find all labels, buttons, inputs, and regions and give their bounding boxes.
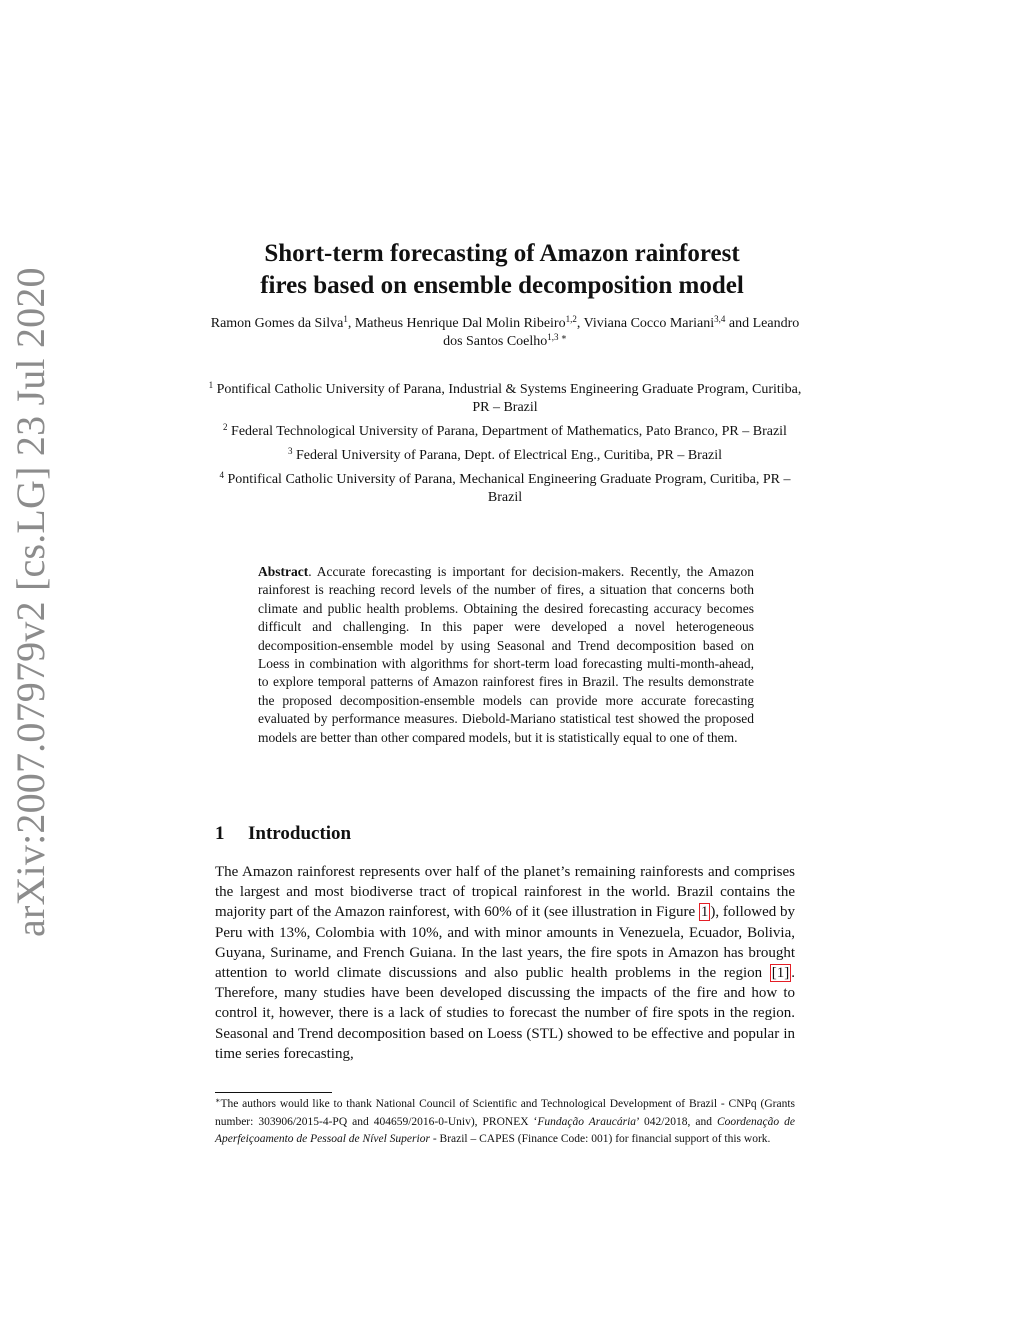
arxiv-identifier-stamp: arXiv:2007.07979v2 [cs.LG] 23 Jul 2020 bbox=[8, 267, 53, 937]
footnote-italic-1: Fundação Araucária bbox=[537, 1115, 637, 1128]
author-3: , Viviana Cocco Mariani bbox=[576, 316, 715, 331]
intro-text-part-2: ), followed by Peru with 13%, Colombia with 10%, and with minor amounts in Venezuela, Ecuador, Bolivia, Guyana, Suriname, and French Guiana. In the last years, the fire spots in Amazon has brought attention to world climate discussions and also public health problems in the region bbox=[215, 904, 795, 982]
affiliation-2-text: Federal Technological University of Parana, Department of Mathematics, Pato Branco, PR – Brazil bbox=[227, 424, 787, 439]
affiliation-1-number: 1 bbox=[208, 380, 214, 390]
footnote-text-2: ’ 042/2018, and bbox=[636, 1115, 717, 1128]
affiliation-4 bbox=[205, 471, 805, 507]
footnote-mark: ∗ bbox=[215, 1096, 221, 1105]
author-1: Ramon Gomes da Silva bbox=[210, 316, 344, 331]
author-2: , Matheus Henrique Dal Molin Ribeiro bbox=[347, 316, 566, 331]
affiliation-4-number: 4 bbox=[219, 470, 225, 480]
author-4: and Leandro dos Santos Coelho bbox=[443, 316, 800, 349]
footnote-text-1: The authors would like to thank National Council of Scientific and Technological Development of Brazil - CNPq (Grants number: 303906/2015-4-PQ and 404659/2016-0-Univ), PRONEX ‘ bbox=[215, 1098, 795, 1128]
affiliation-2-number: 2 bbox=[223, 422, 228, 432]
author-3-affiliation: 3,4 bbox=[714, 314, 726, 324]
affiliation-3 bbox=[205, 447, 805, 465]
affiliation-list bbox=[205, 381, 805, 513]
title-line-2: fires based on ensemble decomposition model bbox=[260, 272, 744, 299]
funding-footnote bbox=[215, 1096, 795, 1149]
author-2-affiliation: 1,2 bbox=[565, 314, 577, 324]
introduction-paragraph bbox=[215, 862, 795, 1064]
author-footnote-mark: ∗ bbox=[558, 332, 567, 342]
author-1-affiliation: 1 bbox=[343, 314, 348, 324]
figure-1-link[interactable]: 1 bbox=[700, 904, 709, 921]
section-number: 1 bbox=[215, 823, 225, 844]
abstract-label: Abstract bbox=[258, 564, 309, 579]
affiliation-1 bbox=[205, 381, 805, 417]
affiliation-2 bbox=[205, 423, 805, 441]
affiliation-4-text: Pontifical Catholic University of Parana, Mechanical Engineering Graduate Program, Curitiba, PR – Brazil bbox=[224, 472, 791, 505]
affiliation-1-text: Pontifical Catholic University of Parana, Industrial & Systems Engineering Graduate Program, Curitiba, PR – Brazil bbox=[213, 382, 802, 415]
title-line-1: Short-term forecasting of Amazon rainforest bbox=[264, 240, 740, 267]
author-list bbox=[200, 315, 810, 351]
abstract-text: . Accurate forecasting is important for decision-makers. Recently, the Amazon rainforest is reaching record levels of the number of fires, a situation that concerns both climate and public health problems. Obtaining the desired forecasting accuracy becomes difficult and challenging. In this paper were developed a novel heterogeneous decomposition-ensemble model by using Seasonal and Trend decomposition based on Loess in combination with algorithms for short-term load forecasting multi-month-ahead, to explore temporal patterns of Amazon rainforest fires in Brazil. The results demonstrate the proposed decomposition-ensemble models can provide more accurate forecasting evaluated by performance measures. Diebold-Mariano statistical test showed the proposed models are better than other compared models, but it is statistically equal to one of them. bbox=[258, 564, 754, 745]
paper-title bbox=[150, 238, 854, 302]
footnote-text-3: - Brazil – CAPES (Finance Code: 001) for financial support of this work. bbox=[429, 1133, 771, 1145]
section-title: Introduction bbox=[248, 823, 352, 844]
abstract bbox=[258, 563, 754, 747]
footnote-italic-2: Coordenação de Aperfeiçoamento de Pessoal de Nível Superior bbox=[215, 1115, 795, 1145]
footnote-rule bbox=[215, 1092, 332, 1093]
author-4-affiliation: 1,3 bbox=[547, 332, 559, 342]
affiliation-3-number: 3 bbox=[287, 446, 293, 456]
citation-1-link[interactable]: [1] bbox=[771, 965, 790, 982]
affiliation-3-text: Federal University of Parana, Dept. of Electrical Eng., Curitiba, PR – Brazil bbox=[292, 448, 723, 463]
intro-text-part-1: The Amazon rainforest represents over half of the planet’s remaining rainforests and comprises the largest and most biodiverse tract of tropical rainforest in the world. Brazil contains the majority part of the Amazon rainforest, with 60% of it (see illustration in Figure bbox=[215, 864, 795, 921]
section-heading-introduction bbox=[215, 822, 351, 846]
intro-text-part-3: . Therefore, many studies have been developed discussing the impacts of the fire and how to control it, however, there is a lack of studies to forecast the number of fire spots in the region. Seasonal and Trend decomposition based on Loess (STL) showed to be effective and popular in time series forecasting, bbox=[215, 965, 795, 1062]
